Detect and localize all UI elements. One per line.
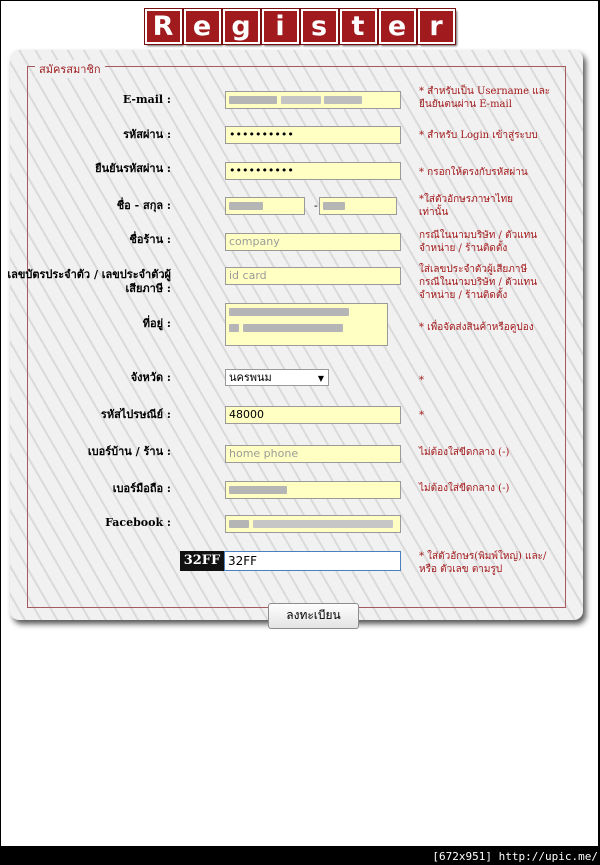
facebook-label: Facebook :	[105, 516, 171, 529]
postcode-label: รหัสไปรษณีย์ :	[100, 408, 171, 421]
address-textarea[interactable]	[225, 303, 388, 346]
shop-note: กรณีในนามบริษัท / ตัวแทน จำหน่าย / ร้านติดตั้ง	[419, 230, 538, 254]
mobile-note: ไม่ต้องใส่ขีดกลาง (-)	[419, 483, 510, 494]
captcha-input[interactable]: 32FF	[224, 551, 401, 571]
home-phone-input[interactable]: home phone	[225, 445, 401, 463]
logo-letter: t	[340, 9, 377, 44]
password-note: * สำหรับ Login เข้าสู่ระบบ	[419, 130, 538, 141]
province-select[interactable]	[225, 369, 329, 386]
registration-fieldset	[7, 66, 566, 622]
address-note: * เพื่อจัดส่งสินค้าหรือคูปอง	[419, 322, 534, 333]
registration-card	[7, 50, 583, 622]
password-label: รหัสผ่าน :	[123, 128, 171, 141]
password-input[interactable]: ••••••••••	[225, 126, 401, 144]
last-name-input[interactable]	[319, 197, 397, 215]
id-card-input[interactable]: id card	[225, 267, 401, 285]
email-input[interactable]	[225, 91, 401, 109]
mobile-label: เบอร์มือถือ :	[112, 482, 171, 495]
name-label: ชื่อ - สกุล :	[116, 199, 171, 212]
logo-letter: g	[223, 9, 260, 44]
home-phone-label: เบอร์บ้าน / ร้าน :	[87, 445, 171, 458]
mobile-input[interactable]	[225, 481, 401, 499]
name-note: *ใส่ตัวอักษรภาษาไทย เท่านั้น	[419, 194, 514, 218]
logo-letter: s	[301, 9, 338, 44]
province-label: จังหวัด :	[130, 371, 171, 384]
confirm-password-input[interactable]: ••••••••••	[225, 162, 401, 180]
shop-label: ชื่อร้าน :	[129, 233, 171, 246]
first-name-input[interactable]	[225, 197, 305, 215]
home-phone-note: ไม่ต้องใส่ขีดกลาง (-)	[419, 447, 510, 458]
logo-letter: R	[145, 9, 182, 44]
fieldset-legend: สมัครสมาชิก	[35, 60, 105, 78]
facebook-input[interactable]	[225, 515, 401, 533]
register-button[interactable]: ลงทะเบียน	[268, 603, 359, 629]
logo-letter: i	[262, 9, 299, 44]
id-card-note: ใส่เลขประจำตัวผู้เสียภาษี กรณีในนามบริษัท / ตัวแทน จำหน่าย / ร้านติดตั้ง	[419, 264, 538, 301]
email-note: * สำหรับเป็น Username และ ยืนยันตนผ่าน E-mail	[419, 86, 551, 110]
id-card-label: เลขบัตรประจำตัว / เลขประจำตัวผู้เสียภาษี :	[7, 268, 171, 295]
email-label: E-mail :	[122, 93, 171, 106]
logo-letter: r	[418, 9, 455, 44]
shop-input[interactable]: company	[225, 233, 401, 251]
captcha-image: 32FF	[180, 551, 224, 571]
postcode-input[interactable]: 48000	[225, 406, 401, 424]
logo-letter: e	[184, 9, 221, 44]
name-separator: -	[314, 199, 318, 212]
confirm-password-note: * กรอกให้ตรงกับรหัสผ่าน	[419, 167, 528, 178]
province-value: นครพนม	[229, 371, 272, 384]
page	[1, 1, 598, 846]
confirm-password-label: ยืนยันรหัสผ่าน :	[95, 162, 171, 175]
captcha-note: * ใส่ตัวอักษร(พิมพ์ใหญ่) และ/หรือ ตัวเลข ตามรูป	[419, 551, 547, 575]
address-label: ที่อยู่ :	[142, 317, 171, 330]
dropdown-arrow-icon: ▼	[317, 374, 324, 383]
register-logo	[1, 9, 598, 44]
province-note: *	[419, 375, 424, 386]
postcode-note: *	[419, 410, 424, 421]
logo-letter: e	[379, 9, 416, 44]
image-caption: [672x951] http://upic.me/	[432, 850, 598, 863]
